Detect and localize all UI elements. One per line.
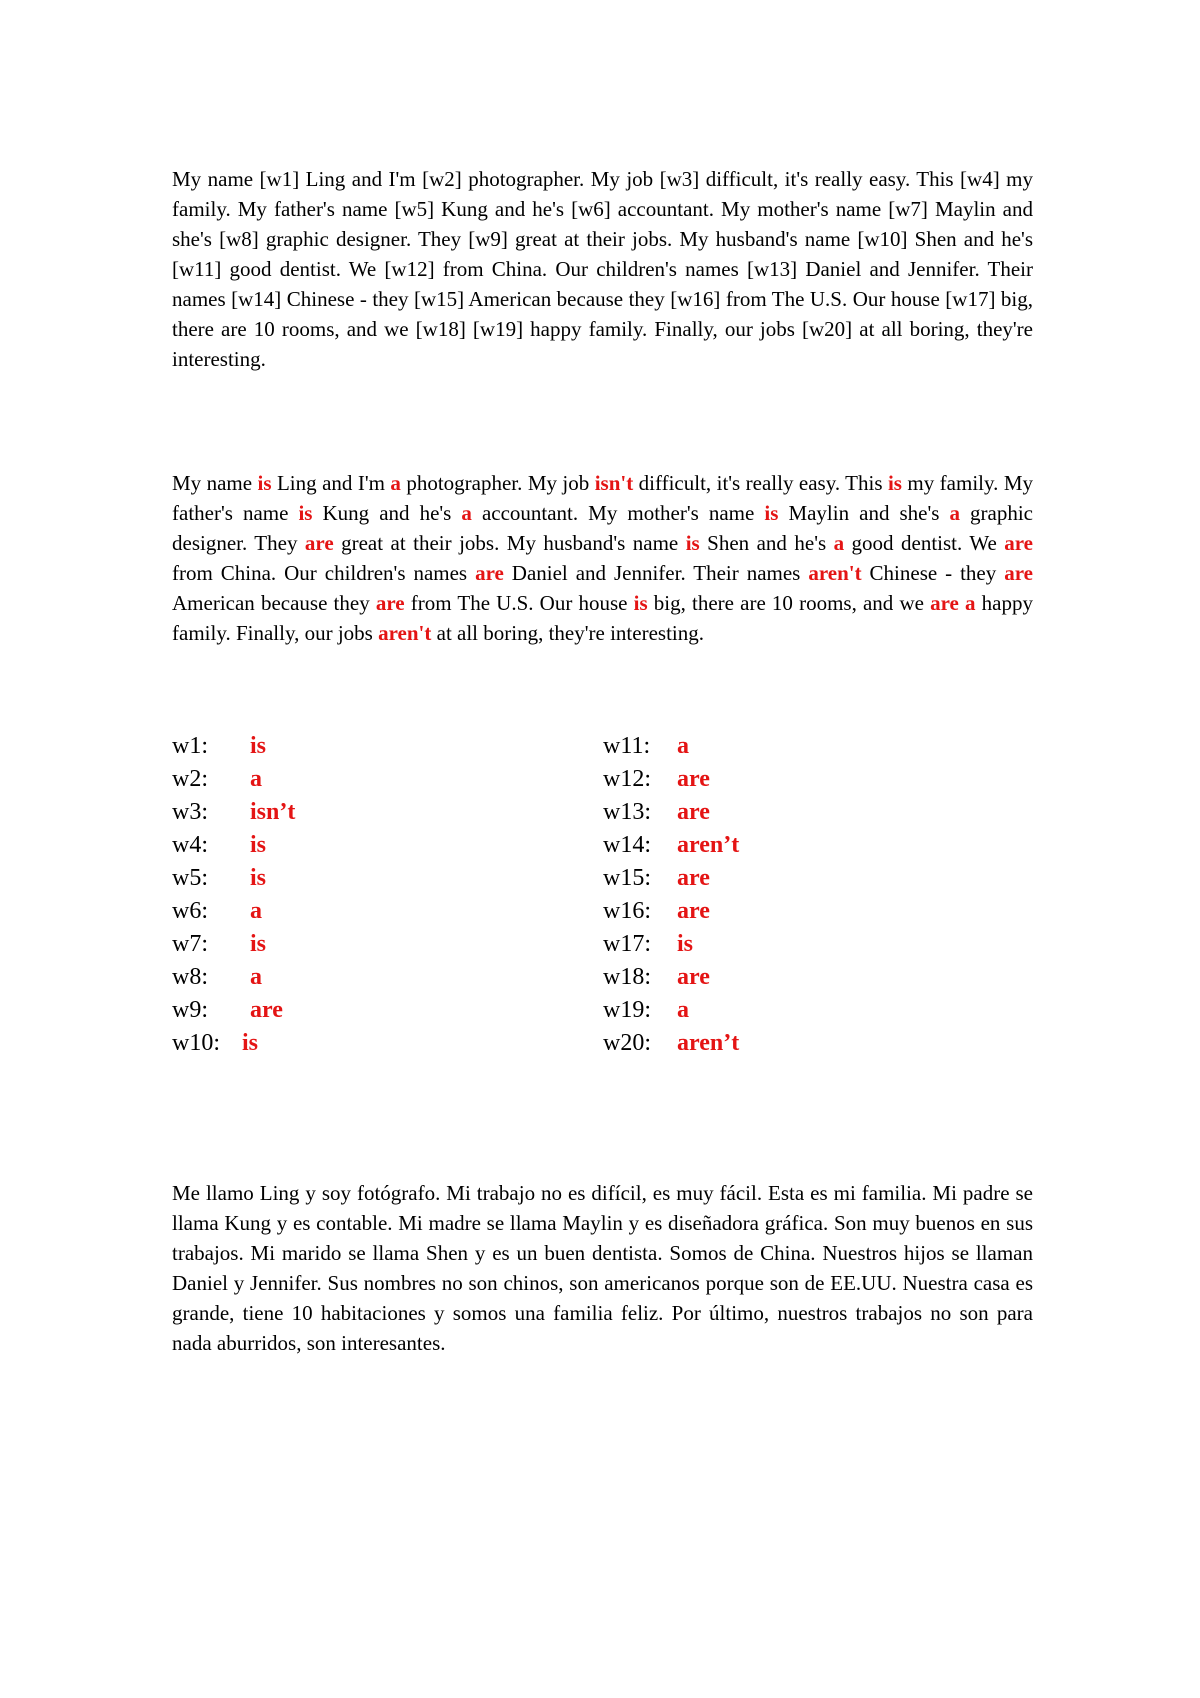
inserted-answer: are: [304, 531, 334, 555]
text-run: from China. Our children's names: [172, 561, 476, 585]
answer-row: [172, 796, 295, 829]
text-run: difficult, it's really easy. This: [633, 471, 888, 495]
answer-key-value: is: [242, 1030, 259, 1056]
answered-paragraph: [172, 468, 1033, 648]
answer-key-value: a: [677, 997, 689, 1023]
gap-fill-paragraph: My name [w1] Ling and I'm [w2] photographer. My job [w3] difficult, it's really easy. This [w4] my family. My father's name [w5] Kung and he's [w6] accountant. My mother's name [w7] Maylin and she's [w8] graphic designer. They [w9] great at their jobs. My husband's name [w10] Shen and he's [w11] good dentist. We [w12] from China. Our children's names [w13] Daniel and Jennifer. Their names [w14] Chinese - they [w15] American because they [w16] from The U.S. Our house [w17] big, there are 10 rooms, and we [w18] [w19] happy family. Finally, our jobs [w20] at all boring, they're interesting.: [172, 167, 1033, 371]
answer-key-label: w15:: [603, 865, 651, 891]
answer-key-value: is: [250, 832, 267, 858]
answer-key-value: are: [677, 799, 710, 825]
answer-key-label: w12:: [603, 766, 651, 792]
answer-row: [603, 796, 739, 829]
answer-row: [172, 862, 295, 895]
text-run: My name: [172, 471, 258, 495]
text-run: happy family. Finally, our jobs: [172, 591, 1034, 645]
answer-row: [172, 895, 295, 928]
text-run: Daniel and Jennifer. Their names: [503, 561, 809, 585]
inserted-answer: a: [461, 501, 472, 525]
inserted-answer: is: [764, 501, 779, 525]
answer-row: [172, 730, 295, 763]
answer-row: [603, 763, 739, 796]
answer-key-value: a: [250, 898, 262, 924]
answer-key-value: a: [250, 964, 262, 990]
inserted-answer: a: [390, 471, 401, 495]
inserted-answer: are a: [930, 591, 976, 615]
answer-key-value: are: [677, 865, 710, 891]
inserted-answer: is: [633, 591, 648, 615]
text-run: great at their jobs. My husband's name: [333, 531, 686, 555]
answer-key-label: w9:: [172, 997, 208, 1023]
text-run: at all boring, they're interesting.: [431, 621, 704, 645]
text-run: Ling and I'm: [271, 471, 391, 495]
text-run: my family. My father's name: [172, 471, 1033, 525]
text-run: big, there are 10 rooms, and we: [647, 591, 931, 615]
text-run: accountant. My mother's name: [471, 501, 765, 525]
answer-key-right-column: [603, 730, 739, 1060]
answer-row: [603, 829, 739, 862]
inserted-answer: is: [257, 471, 272, 495]
answer-row: [603, 730, 739, 763]
answer-row: [603, 994, 739, 1027]
inserted-answer: are: [475, 561, 504, 585]
answer-key-label: w3:: [172, 799, 208, 825]
answer-key-label: w6:: [172, 898, 208, 924]
answer-key-left-column: [172, 730, 295, 1060]
answer-key-label: w18:: [603, 964, 651, 990]
inserted-answer: isn't: [594, 471, 634, 495]
answer-key-value: are: [677, 766, 710, 792]
answer-key-label: w8:: [172, 964, 208, 990]
answer-key-value: is: [250, 931, 267, 957]
text-run: from The U.S. Our house: [404, 591, 634, 615]
inserted-answer: aren't: [808, 561, 862, 585]
answer-key-value: is: [250, 733, 267, 759]
answer-key-label: w1:: [172, 733, 208, 759]
inserted-answer: aren't: [378, 621, 432, 645]
answer-key-label: w14:: [603, 832, 651, 858]
inserted-answer: a: [949, 501, 960, 525]
answer-key-label: w13:: [603, 799, 651, 825]
answer-row: [172, 994, 295, 1027]
text-run: graphic designer. They: [172, 501, 1033, 555]
text-run: American because they: [172, 591, 376, 615]
answer-key-value: isn’t: [250, 799, 296, 825]
inserted-answer: a: [833, 531, 845, 555]
answer-key-value: is: [250, 865, 267, 891]
inserted-answer: are: [1004, 561, 1033, 585]
answer-key-label: w7:: [172, 931, 208, 957]
answer-row: [172, 763, 295, 796]
text-run: photographer. My job: [400, 471, 595, 495]
spanish-translation-paragraph: Me llamo Ling y soy fotógrafo. Mi trabajo no es difícil, es muy fácil. Esta es mi familia. Mi padre se llama Kung y es contable. Mi madre se llama Maylin y es diseñadora gráfica. Son muy buenos en sus trabajos. Mi marido se llama Shen y es un buen dentista. Somos de China. Nuestros hijos se llaman Daniel y Jennifer. Sus nombres no son chinos, son americanos porque son de EE.UU. Nuestra casa es grande, tiene 10 habitaciones y somos una familia feliz. Por último, nuestros trabajos no son para nada aburridos, son interesantes.: [172, 1181, 1033, 1355]
answer-row: [603, 862, 739, 895]
answer-key-label: w19:: [603, 997, 651, 1023]
text-run: Shen and he's: [699, 531, 834, 555]
text-run: Kung and he's: [312, 501, 462, 525]
answer-key-label: w17:: [603, 931, 651, 957]
answer-key-value: aren’t: [677, 832, 740, 858]
answer-key-label: w11:: [603, 733, 651, 759]
answer-key-value: a: [250, 766, 262, 792]
answer-key-value: are: [677, 898, 710, 924]
answer-row: [603, 961, 739, 994]
answer-key-label: w10:: [172, 1030, 220, 1056]
answer-key-value: a: [677, 733, 689, 759]
answer-row: [603, 895, 739, 928]
answer-key-label: w16:: [603, 898, 651, 924]
inserted-answer: is: [887, 471, 902, 495]
answer-row: [172, 829, 295, 862]
answer-row: [603, 928, 739, 961]
text-run: Maylin and she's: [778, 501, 950, 525]
inserted-answer: is: [685, 531, 700, 555]
answer-key-value: are: [677, 964, 710, 990]
answer-key-value: are: [250, 997, 283, 1023]
answer-key-value: is: [677, 931, 694, 957]
answer-row: [172, 928, 295, 961]
answer-row: [172, 1027, 295, 1060]
inserted-answer: is: [298, 501, 313, 525]
answer-key-label: w4:: [172, 832, 208, 858]
answer-key-label: w20:: [603, 1030, 651, 1056]
answer-key-value: aren’t: [677, 1030, 740, 1056]
text-run: Chinese - they: [861, 561, 1005, 585]
answer-row: [172, 961, 295, 994]
text-run: good dentist. We: [844, 531, 1005, 555]
answer-row: [603, 1027, 739, 1060]
inserted-answer: are: [1004, 531, 1033, 555]
answer-key-label: w2:: [172, 766, 208, 792]
answer-key-label: w5:: [172, 865, 208, 891]
inserted-answer: are: [375, 591, 405, 615]
